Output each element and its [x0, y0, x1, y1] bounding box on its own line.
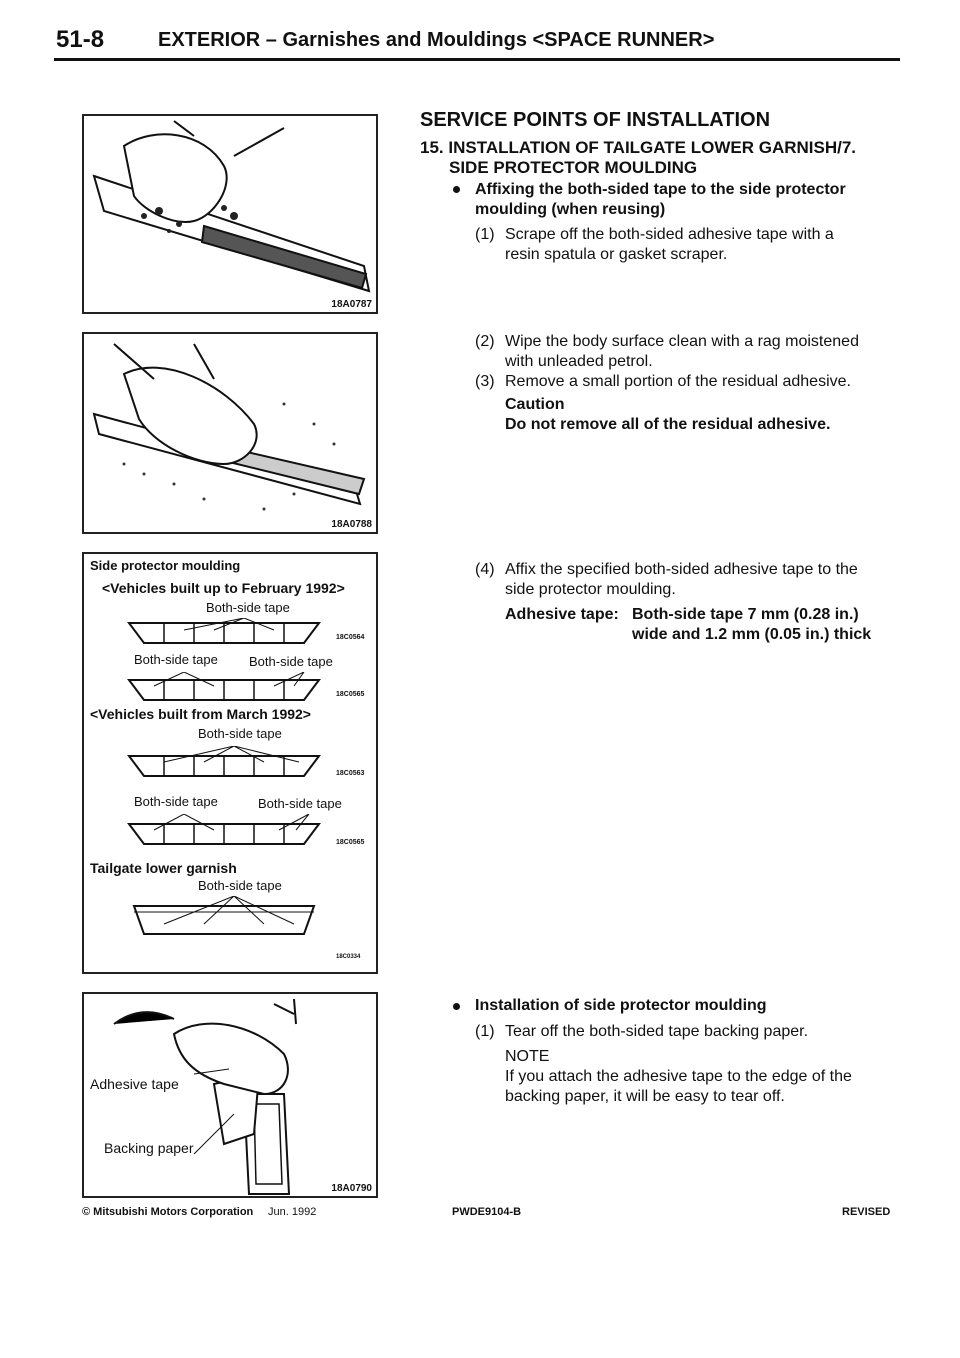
- moulding-diagram-a: [124, 618, 324, 648]
- wiping-illustration: [84, 334, 376, 532]
- figure-tape-positions: [82, 552, 378, 974]
- tape-label: Both-side tape: [134, 652, 218, 667]
- tape-label: Both-side tape: [249, 654, 333, 669]
- tape-label: Both-side tape: [198, 878, 282, 893]
- tape-label: Both-side tape: [134, 794, 218, 809]
- figure-code: 18A0788: [331, 519, 372, 530]
- revision-status: REVISED: [842, 1206, 891, 1218]
- garnish-diagram: [124, 896, 324, 940]
- caution-text: Do not remove all of the residual adhesive.: [505, 416, 831, 433]
- moulding-diagram-c: [124, 746, 324, 782]
- adhesive-tape-label: Adhesive tape: [90, 1076, 179, 1092]
- tailgate-title: Tailgate lower garnish: [90, 860, 237, 876]
- bullet-heading-1-line-2: moulding (when reusing): [475, 201, 666, 218]
- step-2-line-1: Wipe the body surface clean with a rag moistened: [505, 333, 859, 350]
- page-number: 51-8: [56, 26, 105, 53]
- step-1-number: (1): [475, 226, 495, 243]
- step-1-line-2: resin spatula or gasket scraper.: [505, 246, 728, 263]
- figure-scraping-tape: [82, 114, 378, 314]
- note-line-2: backing paper, it will be easy to tear off.: [505, 1088, 785, 1105]
- figure-code: 18C0565: [336, 691, 365, 698]
- spec-line-2: wide and 1.2 mm (0.05 in.) thick: [632, 626, 872, 643]
- moulding-diagram-b: [124, 672, 324, 704]
- header-rule: [54, 58, 900, 61]
- step-4-line-1: Affix the specified both-sided adhesive tape to the: [505, 561, 858, 578]
- item-title-line-1: 15. INSTALLATION OF TAILGATE LOWER GARNISH/7.: [420, 138, 857, 157]
- install-step-1-number: (1): [475, 1023, 495, 1040]
- moulding-diagram-d: [124, 814, 324, 850]
- backing-illustration: [84, 994, 376, 1196]
- step-2-number: (2): [475, 333, 495, 350]
- caution-title: Caution: [505, 396, 565, 413]
- bullet-heading-2: Installation of side protector moulding: [475, 997, 767, 1014]
- tape-label: Both-side tape: [258, 796, 342, 811]
- step-4-number: (4): [475, 561, 495, 578]
- step-1-line-1: Scrape off the both-sided adhesive tape with a: [505, 226, 834, 243]
- figure-code: 18A0787: [331, 299, 372, 310]
- step-4-line-2: side protector moulding.: [505, 581, 676, 598]
- copyright: © Mitsubishi Motors Corporation: [82, 1206, 254, 1218]
- bullet-icon: [453, 186, 460, 193]
- early-vehicles-heading: <Vehicles built up to February 1992>: [102, 580, 345, 596]
- install-step-1-line: Tear off the both-sided tape backing paper.: [505, 1023, 809, 1040]
- step-3-line-1: Remove a small portion of the residual adhesive.: [505, 373, 851, 390]
- figure-code: 18C0563: [336, 770, 365, 777]
- spec-label: Adhesive tape:: [505, 606, 619, 623]
- step-3-number: (3): [475, 373, 495, 390]
- figure-code: 18C0565: [336, 839, 365, 846]
- note-line-1: If you attach the adhesive tape to the edge of the: [505, 1068, 852, 1085]
- side-protector-title: Side protector moulding: [90, 558, 241, 573]
- document-code: PWDE9104-B: [452, 1206, 522, 1218]
- backing-paper-label: Backing paper: [104, 1140, 194, 1156]
- page-title: EXTERIOR – Garnishes and Mouldings <SPACE RUNNER>: [158, 29, 715, 51]
- note-title: NOTE: [505, 1048, 550, 1065]
- figure-code: 18C0334: [336, 954, 361, 960]
- step-2-line-2: with unleaded petrol.: [505, 353, 653, 370]
- late-vehicles-heading: <Vehicles built from March 1992>: [90, 706, 311, 722]
- scraping-illustration: [84, 116, 376, 312]
- tape-label: Both-side tape: [206, 600, 290, 615]
- figure-backing-paper: [82, 992, 378, 1198]
- figure-code: 18A0790: [331, 1183, 372, 1194]
- bullet-heading-1-line-1: Affixing the both-sided tape to the side protector: [475, 181, 846, 198]
- bullet-icon: [453, 1003, 460, 1010]
- tape-label: Both-side tape: [198, 726, 282, 741]
- item-title-line-2: SIDE PROTECTOR MOULDING: [449, 158, 698, 177]
- section-title: SERVICE POINTS OF INSTALLATION: [420, 109, 771, 131]
- spec-line-1: Both-side tape 7 mm (0.28 in.): [632, 606, 859, 623]
- figure-wiping-surface: [82, 332, 378, 534]
- footer-date: Jun. 1992: [268, 1206, 317, 1218]
- figure-code: 18C0564: [336, 634, 365, 641]
